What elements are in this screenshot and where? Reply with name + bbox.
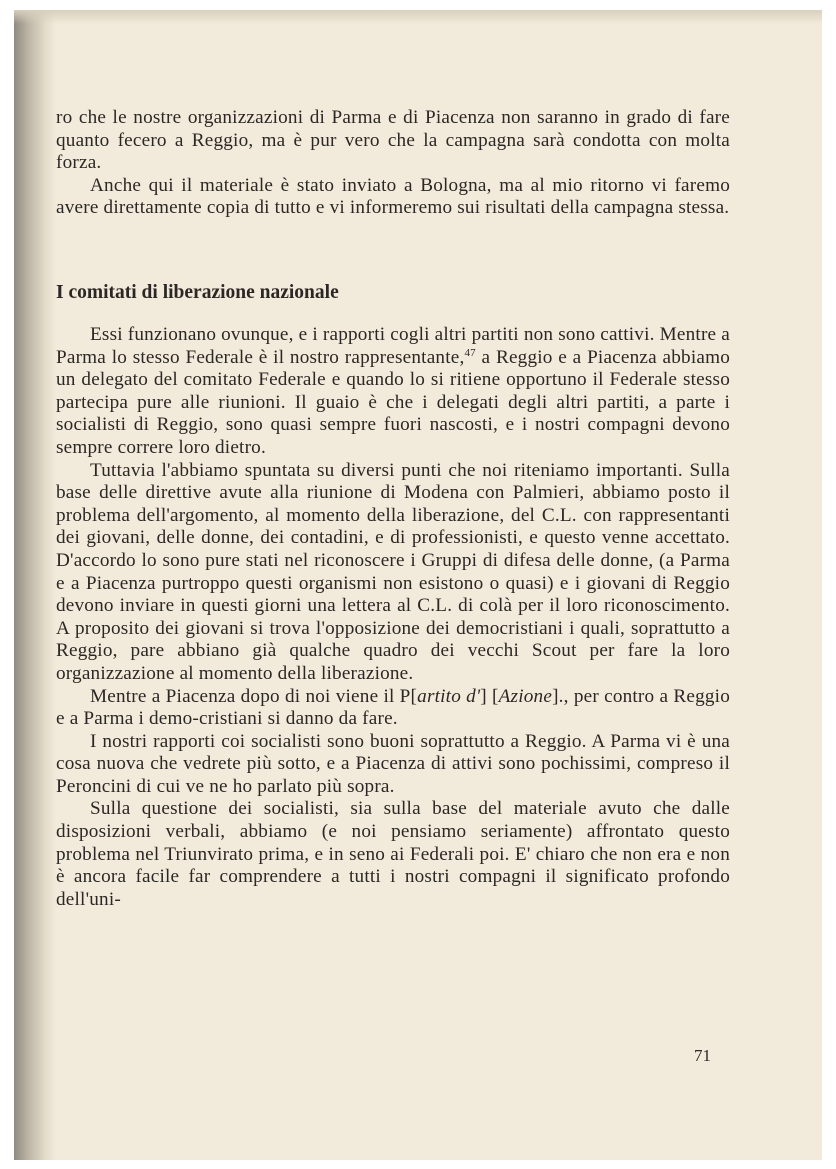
paragraph-3 — [56, 686, 730, 731]
paragraph-3-mid: ] [ — [480, 685, 499, 707]
paragraph-3-italic-1: artito d' — [417, 685, 481, 707]
binding-shadow — [14, 10, 56, 1160]
paragraph-3-end: ]., per contro a Reggio e a Parma i demo-cristiani si danno da fare. — [56, 685, 730, 730]
paragraph-2: Tuttavia l'abbiamo spuntata su diversi punti che noi riteniamo importanti. Sulla base delle direttive avute alla riunione di Modena con Palmieri, abbiamo posto il problema dell'argomento, al momento della liberazione, del C.L. con rappresentanti dei giovani, delle donne, dei contadini, e di professionisti, e questo venne accettato. D'accordo lo sono pure stati nel riconoscere i Gruppi di difesa delle donne, (a Parma e a Piacenza purtroppo questi organismi non esistono o quasi) e i giovani di Reggio devono inviare in questi giorni una lettera al C.L. di colà per il loro riconoscimento. A proposito dei giovani si trova l'opposizione dei democristiani i quali, soprattutto a Reggio, pare abbiano già qualche quadro dei vecchi Scout per fare la loro organizzazione al momento della liberazione. — [56, 459, 730, 684]
paragraph-3-italic-2: Azione — [498, 685, 553, 707]
paragraph-1 — [56, 324, 730, 460]
footnote-marker: 47 — [464, 346, 476, 359]
section-heading: I comitati di liberazione nazionale — [56, 282, 339, 303]
intro-paragraph-2: Anche qui il materiale è stato inviato a Bologna, ma al mio ritorno vi faremo avere direttamente copia di tutto e vi informeremo sui risultati della campagna stessa. — [56, 174, 730, 219]
paragraph-4: I nostri rapporti coi socialisti sono buoni soprattutto a Reggio. A Parma vi è una cosa nuova che vedrete più sotto, e a Piacenza di attivi sono pochissimi, compreso il Peroncini di cui ve ne ho parlato più sopra. — [56, 730, 730, 797]
top-edge-shadow — [14, 10, 822, 24]
intro-text — [56, 107, 730, 220]
paragraph-1-part-b: a Reggio e a Piacenza abbiamo un delegato del comitato Federale e quando lo si ritiene opportuno il Federale stesso partecipa pure alle riunioni. Il guaio è che i delegati degli altri partiti, a parte i socialisti di Reggio, sono quasi sempre fuori nascosti, e i nostri compagni devono sempre correre loro dietro. — [56, 346, 730, 458]
paragraph-3-start: Mentre a Piacenza dopo di noi viene il P[ — [90, 685, 418, 707]
section-body — [56, 324, 730, 911]
intro-paragraph-1: ro che le nostre organizzazioni di Parma e di Piacenza non saranno in grado di fare quanto fecero a Reggio, ma è pur vero che la campagna sarà condotta con molta forza. — [56, 107, 730, 174]
page-number: 71 — [694, 1046, 711, 1065]
paragraph-5: Sulla questione dei socialisti, sia sulla base del materiale avuto che dalle disposizioni verbali, abbiamo (e noi pensiamo seriamente) affrontato questo problema nel Triunvirato prima, e in seno ai Federali poi. E' chiaro che non era e non è ancora facile far comprendere a tutti i nostri compagni il significato profondo dell'uni- — [56, 798, 730, 910]
paragraph-1-part-a: Essi funzionano ovunque, e i rapporti cogli altri partiti non sono cattivi. Mentre a Parma lo stesso Federale è il nostro rappresentante, — [56, 324, 730, 368]
